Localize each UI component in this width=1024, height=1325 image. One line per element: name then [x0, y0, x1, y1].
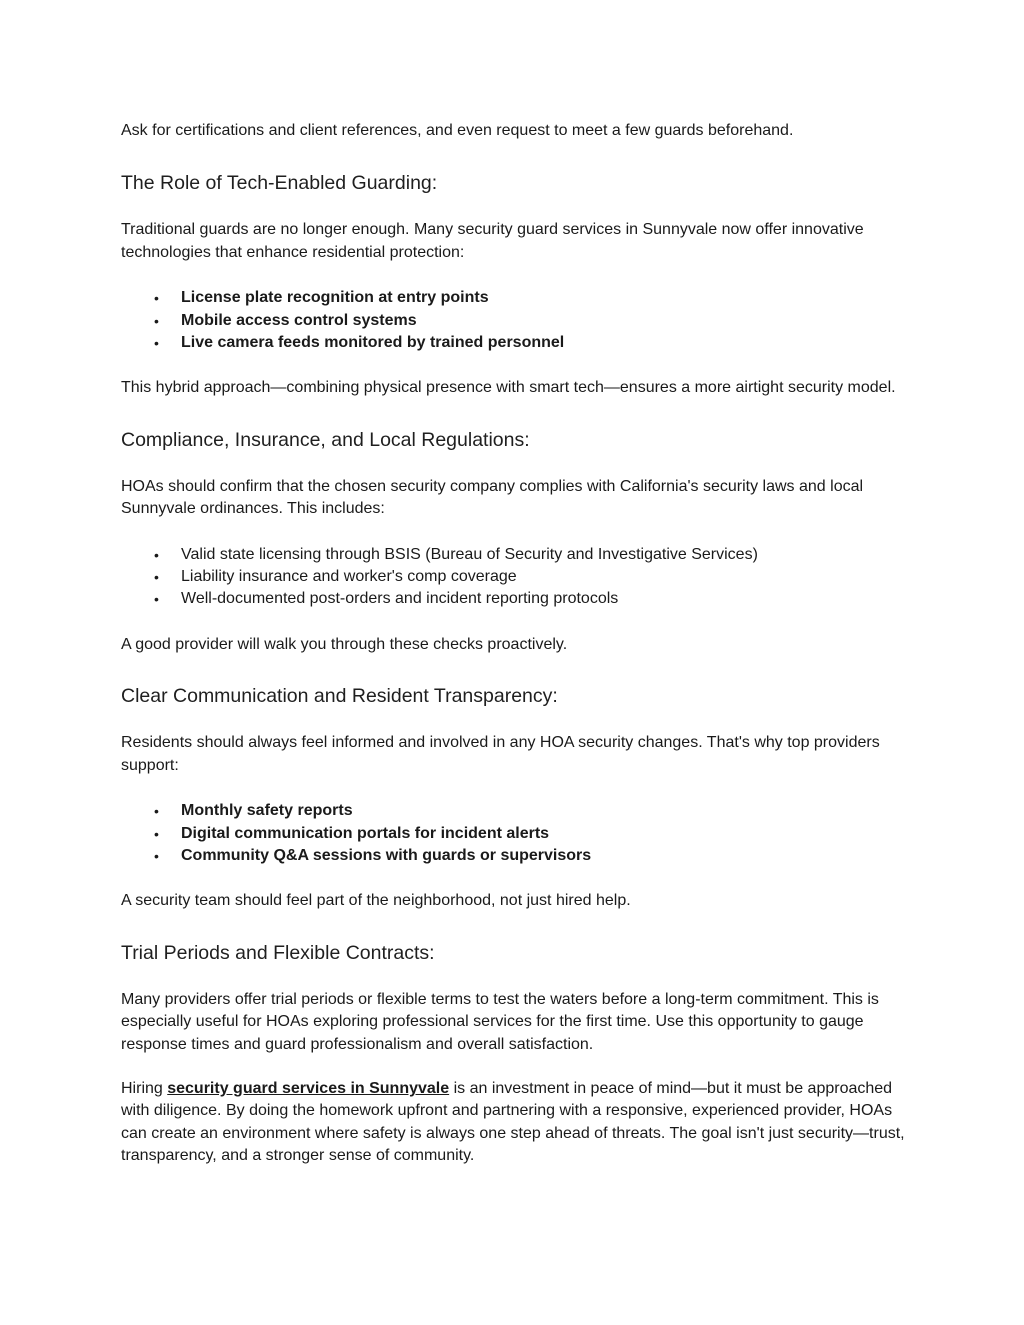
section-paragraph-trial: Many providers offer trial periods or flexible terms to test the waters before a long-term commitment. This is especially useful for HOAs exploring professional services for the first time. Use this opportunity to gauge response times and guard professionalism and overall satisfaction.	[121, 990, 879, 1053]
sunnyvale-services-link[interactable]: security guard services in Sunnyvale	[167, 1079, 450, 1097]
bullet-list-tech	[121, 287, 906, 354]
bullet-icon: •	[154, 847, 159, 864]
list-item: • Mobile access control systems	[121, 310, 906, 332]
section-closing-tech: This hybrid approach—combining physical presence with smart tech—ensures a more airtight security model.	[121, 379, 896, 397]
final-suffix: is an investment in peace of mind—but it must be approached with diligence. By doing the homework upfront and partnering with a responsive, experienced provider, HOAs can create an environment where safety is always one step ahead of threats. The goal isn't just security—trust, transparency, and a stronger sense of community.	[121, 1079, 905, 1165]
bullet-list-compliance	[121, 544, 906, 611]
bullet-icon: •	[154, 290, 159, 307]
section-heading-tech: The Role of Tech-Enabled Guarding:	[121, 172, 438, 195]
section-heading-communication: Clear Communication and Resident Transparency:	[121, 685, 558, 708]
final-prefix: Hiring	[121, 1079, 168, 1097]
section-heading-trial: Trial Periods and Flexible Contracts:	[121, 941, 435, 964]
bullet-icon: •	[154, 825, 159, 842]
bullet-icon: •	[154, 312, 159, 329]
bullet-icon: •	[154, 591, 159, 608]
section-closing-compliance: A good provider will walk you through these checks proactively.	[121, 635, 568, 653]
bullet-icon: •	[154, 546, 159, 563]
bullet-icon: •	[154, 569, 159, 586]
section-paragraph-compliance: HOAs should confirm that the chosen security company complies with California's security laws and local Sunnyvale ordinances. This includes:	[121, 477, 864, 518]
bullet-list-communication	[121, 800, 906, 867]
list-item: • Liability insurance and worker's comp coverage	[121, 566, 906, 588]
bullet-icon: •	[154, 335, 159, 352]
document-page	[121, 120, 906, 1168]
section-heading-compliance: Compliance, Insurance, and Local Regulations:	[121, 428, 530, 451]
final-paragraph	[121, 1078, 906, 1168]
list-item: • Well-documented post-orders and incident reporting protocols	[121, 588, 906, 610]
section-closing-communication: A security team should feel part of the neighborhood, not just hired help.	[121, 892, 631, 910]
section-paragraph-tech: Traditional guards are no longer enough. Many security guard services in Sunnyvale now offer innovative technologies that enhance residential protection:	[121, 221, 864, 261]
list-item: • Digital communication portals for incident alerts	[121, 823, 906, 845]
list-item: • Live camera feeds monitored by trained personnel	[121, 332, 906, 354]
list-item: • Monthly safety reports	[121, 800, 906, 822]
bullet-icon: •	[154, 803, 159, 820]
list-item: • Community Q&A sessions with guards or supervisors	[121, 845, 906, 867]
list-item: • Valid state licensing through BSIS (Bureau of Security and Investigative Services)	[121, 544, 906, 566]
list-item: • License plate recognition at entry points	[121, 287, 906, 309]
section-paragraph-communication: Residents should always feel informed and involved in any HOA security changes. That's why top providers support:	[121, 734, 880, 774]
intro-paragraph: Ask for certifications and client references, and even request to meet a few guards beforehand.	[121, 122, 794, 139]
